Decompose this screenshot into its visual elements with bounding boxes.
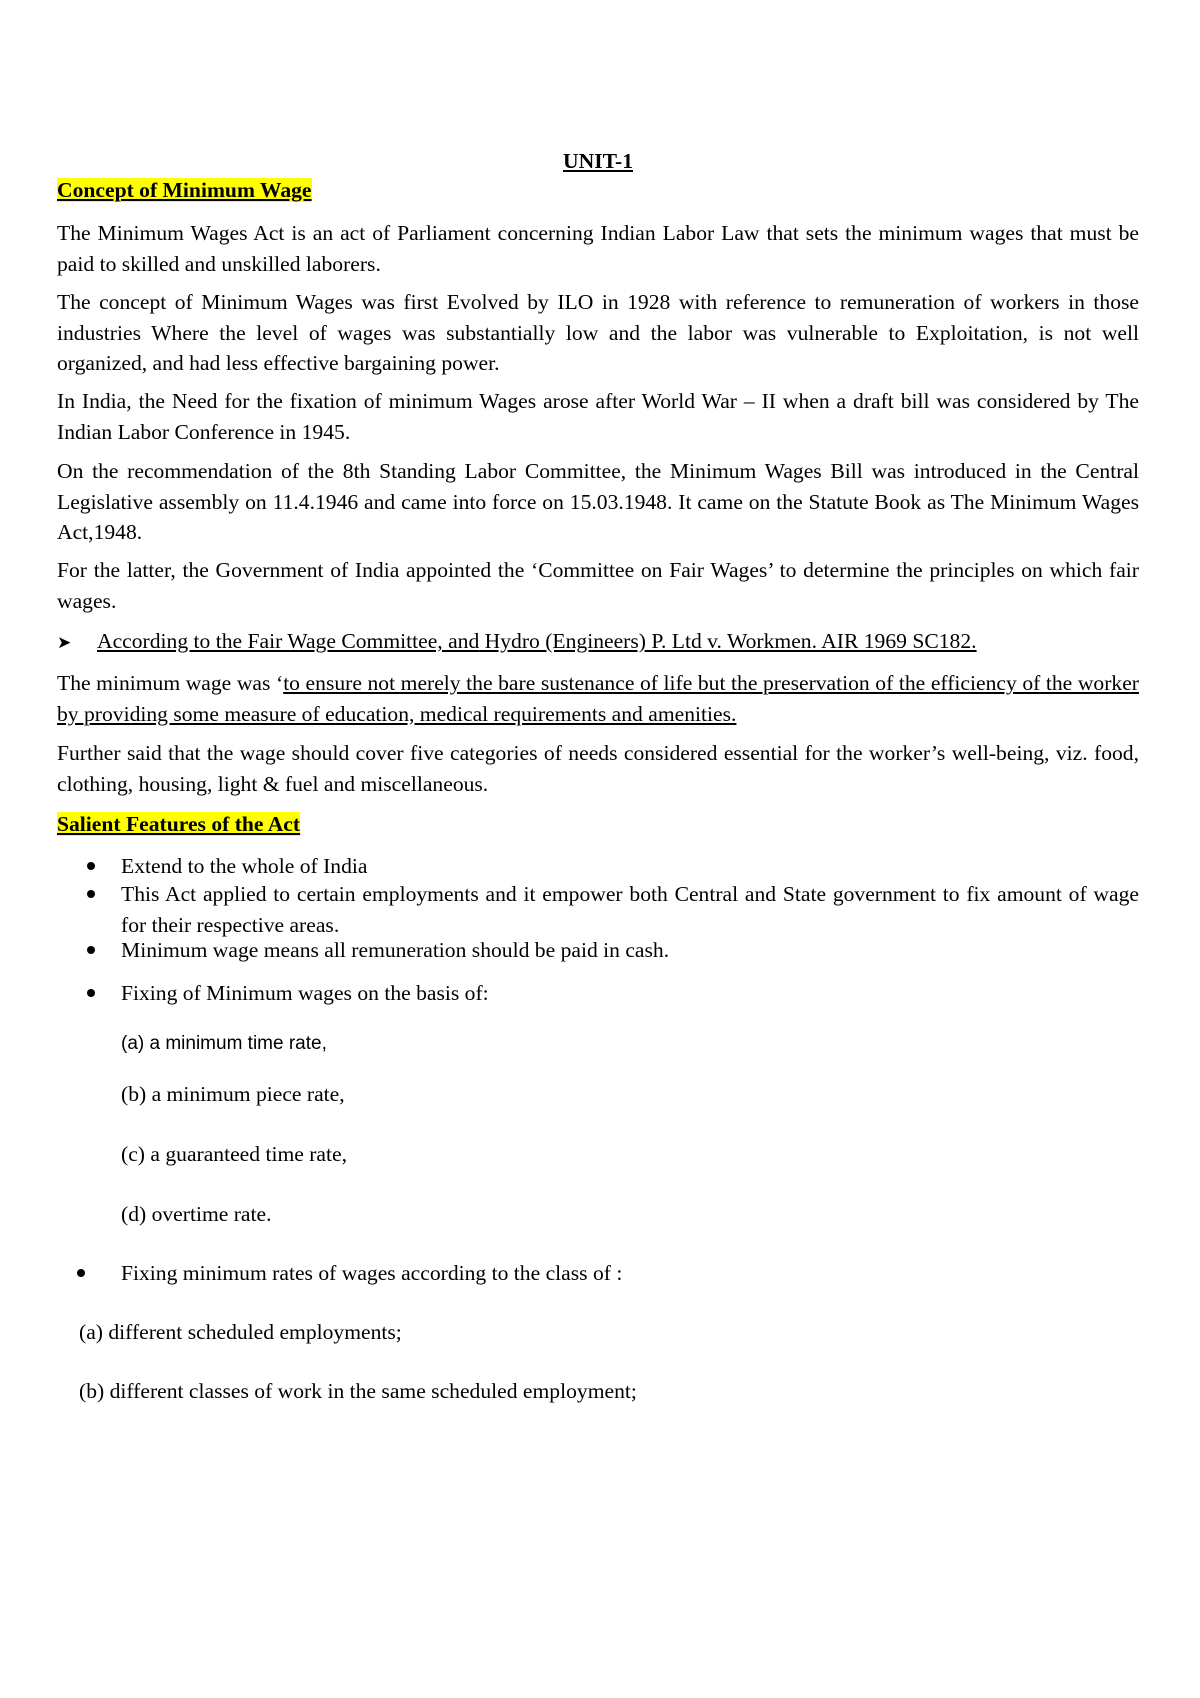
case-reference-part1: According to the Fair Wage Committee, and	[97, 629, 480, 653]
bullet-icon	[87, 890, 95, 898]
bullet-icon	[87, 862, 95, 870]
list-item: Minimum wage means all remuneration should be paid in cash.	[87, 935, 1139, 966]
bullet-icon	[77, 1269, 85, 1277]
list-item: Fixing of Minimum wages on the basis of:	[87, 978, 1139, 1009]
purpose-quote: to ensure not merely the bare sustenance of life but the preservation of the efficiency of the worker by providing some measure of education, medical requirements and amenities.	[57, 671, 1139, 726]
bullet-icon	[87, 946, 95, 954]
rate-item: (a) a minimum time rate,	[121, 1033, 327, 1054]
paragraph-recommendation: On the recommendation of the 8th Standing Labor Committee, the Minimum Wages Bill was introduced in the Central Legislative assembly on 11.4.1946 and came into force on 15.03.1948. It came on the Statute Book as The Minimum Wages Act,1948.	[57, 459, 1139, 544]
page-title: UNIT-1	[563, 149, 633, 173]
paragraph-india-need: In India, the Need for the fixation of minimum Wages arose after World War – II when a draft bill was considered by The Indian Labor Conference in 1945.	[57, 389, 1139, 444]
paragraph-ilo: The concept of Minimum Wages was first Evolved by ILO in 1928 with reference to remuneration of workers in those industries Where the level of wages was substantially low and the labor was vulnerable to Exploitation, is not well organized, and had less effective bargaining power.	[57, 290, 1139, 375]
list-item: This Act applied to certain employments and it empower both Central and State government to fix amount of wage for their respective areas.	[87, 879, 1139, 940]
class-item: (b) different classes of work in the same scheduled employment;	[79, 1379, 637, 1403]
rate-item: (c) a guaranteed time rate,	[121, 1142, 347, 1166]
purpose-prefix: The minimum wage was ‘	[57, 671, 284, 695]
rate-item: (d) overtime rate.	[121, 1202, 272, 1226]
case-reference-part2: Hydro (Engineers) P. Ltd v. Workmen. AIR 1969 SC182.	[479, 629, 977, 653]
paragraph-fair-wages: For the latter, the Government of India appointed the ‘Committee on Fair Wages’ to determine the principles on which fair wages.	[57, 558, 1139, 613]
paragraph-five-categories: Further said that the wage should cover five categories of needs considered essential for the worker’s well-being, viz. food, clothing, housing, light & fuel and miscellaneous.	[57, 741, 1139, 796]
paragraph-intro: The Minimum Wages Act is an act of Parliament concerning Indian Labor Law that sets the minimum wages that must be paid to skilled and unskilled laborers.	[57, 221, 1139, 276]
class-item: (a) different scheduled employments;	[79, 1320, 402, 1344]
case-reference	[57, 626, 1139, 659]
section-heading-concept	[57, 175, 312, 206]
list-item: Fixing minimum rates of wages according to the class of :	[77, 1258, 1129, 1289]
list-item: Extend to the whole of India	[87, 851, 1139, 882]
bullet-icon	[87, 989, 95, 997]
rate-item: (b) a minimum piece rate,	[121, 1082, 345, 1106]
section-heading-concept-text: Concept of Minimum Wage	[57, 178, 312, 202]
arrow-bullet-icon: ➤	[57, 633, 72, 653]
section-heading-salient-text: Salient Features of the Act	[57, 812, 301, 836]
section-heading-salient-features	[57, 809, 300, 840]
paragraph-minimum-wage-purpose	[57, 668, 1139, 729]
